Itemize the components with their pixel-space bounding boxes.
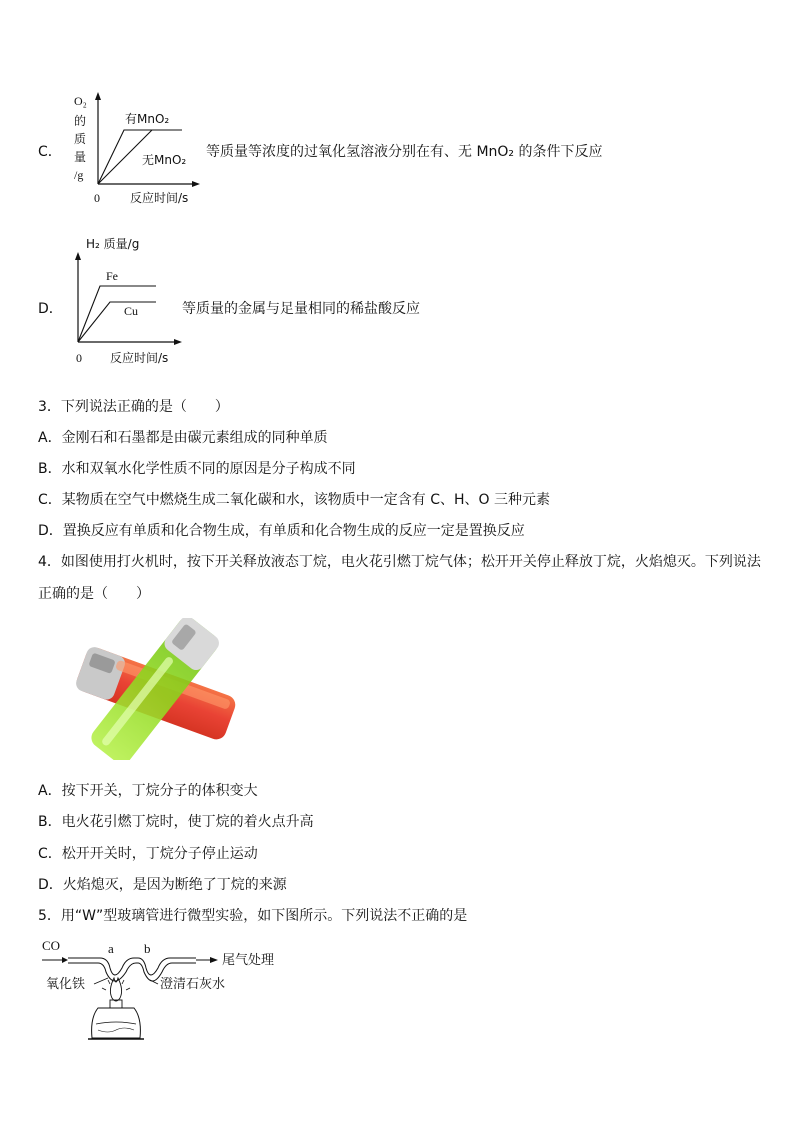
q4-stem-line2: 正确的是（ ） bbox=[38, 586, 150, 602]
option-c-description: 等质量等浓度的过氧化氢溶液分别在有、无 MnO₂ 的条件下反应 bbox=[206, 144, 603, 160]
right-substance-label: 澄清石灰水 bbox=[160, 977, 226, 992]
x-axis-label: 反应时间/s bbox=[130, 191, 189, 205]
q4-stem-line1: 4．如图使用打火机时，按下开关释放液态丁烷，电火花引燃丁烷气体；松开开关停止释放丁烷，火焰熄灭。下列说法 bbox=[38, 554, 761, 570]
q3-option-b: B．水和双氧水化学性质不同的原因是分子构成不同 bbox=[38, 461, 356, 477]
graph-x-arrow bbox=[192, 181, 200, 187]
curve-label-fe: Fe bbox=[106, 269, 118, 283]
y-axis-label: H₂ 质量/g bbox=[86, 237, 140, 251]
q3-option-c: C．某物质在空气中燃烧生成二氧化碳和水，该物质中一定含有 C、H、O 三种元素 bbox=[38, 492, 550, 508]
q5-stem: 5．用“W”型玻璃管进行微型实验，如下图所示。下列说法不正确的是 bbox=[38, 908, 468, 924]
y-label-o2: O₂ bbox=[74, 94, 87, 108]
curve-fe bbox=[78, 286, 156, 342]
h2-mass-graph bbox=[66, 232, 196, 368]
w-tube-upper bbox=[68, 958, 196, 975]
graph-x-arrow bbox=[174, 339, 182, 345]
flame-icon bbox=[110, 978, 121, 1001]
x-axis-label: 反应时间/s bbox=[110, 351, 169, 365]
q4-option-c: C．松开开关时，丁烷分子停止运动 bbox=[38, 846, 258, 862]
label-b: b bbox=[144, 941, 151, 956]
y-label-3: 量 bbox=[74, 150, 87, 164]
alcohol-lamp bbox=[92, 1008, 141, 1038]
q4-option-a: A．按下开关，丁烷分子的体积变大 bbox=[38, 783, 258, 799]
curve-cu bbox=[78, 302, 156, 342]
y-label-4: /g bbox=[74, 168, 84, 182]
option-d-description: 等质量的金属与足量相同的稀盐酸反应 bbox=[182, 301, 420, 317]
graph-origin: 0 bbox=[94, 191, 100, 205]
y-label-2: 质 bbox=[74, 132, 87, 146]
graph-y-arrow bbox=[95, 92, 101, 100]
option-c-letter: C． bbox=[38, 144, 62, 160]
lighters-illustration bbox=[68, 618, 240, 760]
graph-y-arrow bbox=[75, 252, 81, 260]
outlet-label: 尾气处理 bbox=[222, 953, 275, 968]
y-label-1: 的 bbox=[74, 114, 87, 128]
q4-option-d: D．火焰熄灭，是因为断绝了丁烷的来源 bbox=[38, 877, 287, 893]
q3-stem: 3．下列说法正确的是（ ） bbox=[38, 399, 229, 415]
q3-option-a: A．金刚石和石墨都是由碳元素组成的同种单质 bbox=[38, 430, 328, 446]
w-tube-apparatus bbox=[38, 934, 290, 1046]
curve-label-with-mno2: 有MnO₂ bbox=[125, 112, 170, 126]
graph-origin: 0 bbox=[76, 351, 82, 365]
q4-option-b: B．电火花引燃丁烷时，使丁烷的着火点升高 bbox=[38, 814, 314, 830]
left-substance-label: 氧化铁 bbox=[46, 977, 86, 992]
o2-mass-graph bbox=[68, 88, 204, 208]
q3-option-d: D．置换反应有单质和化合物生成，有单质和化合物生成的反应一定是置换反应 bbox=[38, 523, 525, 539]
curve-label-cu: Cu bbox=[124, 304, 139, 318]
inlet-label: CO bbox=[42, 938, 61, 953]
option-d-letter: D． bbox=[38, 301, 63, 317]
label-a: a bbox=[108, 941, 114, 956]
curve-label-without-mno2: 无MnO₂ bbox=[142, 153, 187, 167]
